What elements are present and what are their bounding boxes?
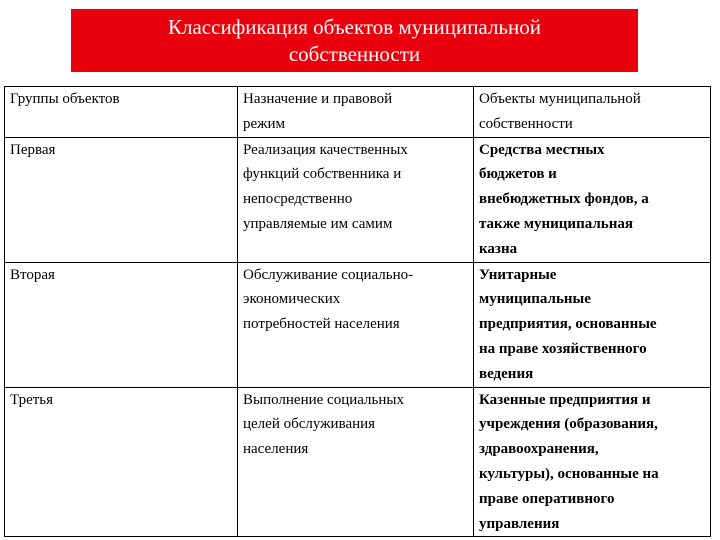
- purpose-line: непосредственно: [243, 191, 353, 208]
- header-objects-line: Объекты муниципальной: [479, 91, 641, 107]
- objects-line: ведения: [479, 365, 534, 382]
- header-objects: [474, 87, 711, 138]
- header-purpose: [238, 87, 474, 138]
- purpose-cell: [238, 262, 474, 387]
- group-cell: [5, 137, 238, 262]
- objects-cell: [474, 137, 711, 262]
- objects-line: культуры), основанные на: [479, 465, 659, 482]
- objects-cell: [474, 262, 711, 387]
- objects-line: внебюджетных фондов, а: [479, 191, 649, 208]
- objects-line: также муниципальная: [479, 215, 633, 232]
- objects-line: предприятия, основанные: [479, 316, 657, 333]
- purpose-line: Выполнение социальных: [243, 391, 404, 408]
- classification-table: [4, 86, 711, 537]
- group-name: Вторая: [10, 266, 55, 283]
- objects-line: на праве хозяйственного: [479, 340, 647, 357]
- objects-line: бюджетов и: [479, 166, 557, 183]
- objects-line: Унитарные: [479, 266, 557, 283]
- header-groups-line: Группы объектов: [10, 91, 120, 107]
- header-objects-line: собственности: [479, 115, 573, 132]
- table-row: [5, 137, 711, 262]
- group-name: Первая: [10, 141, 56, 158]
- objects-line: Средства местных: [479, 141, 605, 158]
- slide-title: [168, 14, 541, 68]
- slide-title-line-1: Классификация объектов муниципальной: [168, 14, 541, 39]
- header-groups: [5, 87, 238, 138]
- objects-line: казна: [479, 240, 518, 257]
- purpose-line: экономических: [243, 291, 341, 308]
- purpose-line: Обслуживание социально-: [243, 266, 414, 283]
- objects-line: учреждения (образования,: [479, 416, 658, 433]
- group-name: Третья: [10, 391, 54, 408]
- slide-title-banner: [71, 9, 638, 72]
- table-header-row: [5, 87, 711, 138]
- slide-title-line-2: собственности: [288, 41, 421, 66]
- purpose-cell: [238, 137, 474, 262]
- purpose-line: управляемые им самим: [243, 215, 393, 232]
- header-purpose-line: Назначение и правовой: [243, 91, 393, 107]
- objects-line: Казенные предприятия и: [479, 391, 651, 408]
- table-row: [5, 387, 711, 537]
- purpose-line: потребностей населения: [243, 316, 400, 333]
- group-cell: [5, 262, 238, 387]
- purpose-line: целей обслуживания: [243, 416, 376, 433]
- objects-cell: [474, 387, 711, 537]
- objects-line: праве оперативного: [479, 490, 615, 507]
- group-cell: [5, 387, 238, 537]
- table-row: [5, 262, 711, 387]
- objects-line: управления: [479, 515, 560, 532]
- purpose-line: Реализация качественных: [243, 141, 408, 158]
- purpose-line: функций собственника и: [243, 166, 402, 183]
- purpose-line: населения: [243, 441, 309, 458]
- purpose-cell: [238, 387, 474, 537]
- header-purpose-line: режим: [243, 115, 286, 132]
- objects-line: здравоохранения,: [479, 441, 599, 458]
- objects-line: муниципальные: [479, 291, 591, 308]
